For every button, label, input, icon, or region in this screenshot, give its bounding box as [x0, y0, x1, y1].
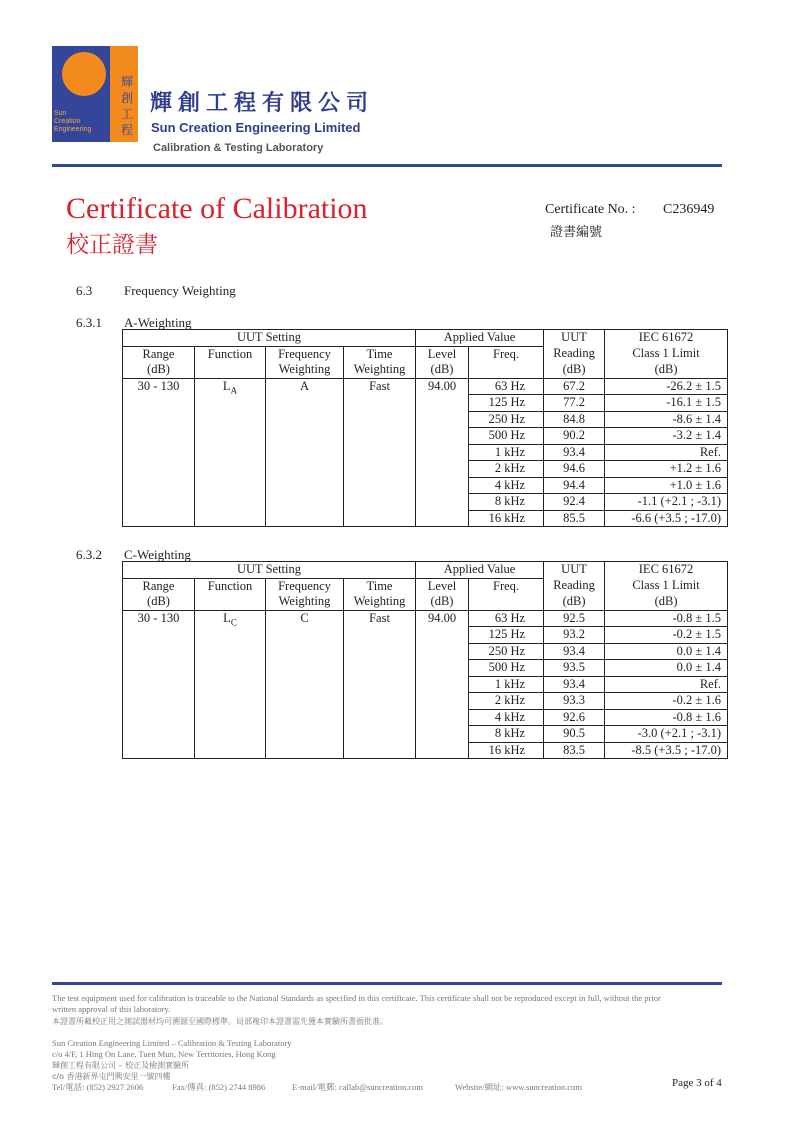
level-cell: 94.00 [416, 610, 469, 759]
tel: Tel/電話: (852) 2927 2606 [52, 1082, 144, 1092]
reading-cell: 92.4 [544, 494, 605, 511]
reading-cell: 67.2 [544, 378, 605, 395]
header-class-limit: Class 1 Limit [605, 578, 728, 594]
header-weighting: Weighting [266, 362, 344, 378]
header-function-blank [195, 362, 266, 378]
freq-cell: 8 kHz [469, 494, 544, 511]
reading-cell: 92.6 [544, 709, 605, 726]
reading-cell: 90.2 [544, 428, 605, 445]
c-weighting-table [122, 561, 728, 759]
limit-cell: -3.0 (+2.1 ; -3.1) [605, 726, 728, 743]
level-cell: 94.00 [416, 378, 469, 527]
table-row [123, 378, 728, 395]
table-header-row [123, 362, 728, 378]
fax: Fax/傳真: (852) 2744 8986 [172, 1082, 266, 1092]
reading-cell: 77.2 [544, 395, 605, 412]
reading-cell: 93.2 [544, 627, 605, 644]
freq-cell: 250 Hz [469, 643, 544, 660]
time-weighting-cell: Fast [344, 378, 416, 527]
header-frequency: Frequency [266, 578, 344, 594]
section-title: Frequency Weighting [124, 283, 236, 298]
address-line-en-1: Sun Creation Engineering Limited – Calibration & Testing Laboratory [52, 1038, 292, 1048]
header-class-limit: Class 1 Limit [605, 346, 728, 362]
limit-cell: +1.0 ± 1.6 [605, 477, 728, 494]
header-reading: Reading [544, 578, 605, 594]
lab-subtitle: Calibration & Testing Laboratory [153, 142, 324, 154]
header-applied-value: Applied Value [416, 330, 544, 347]
subsection-title-c: C-Weighting [124, 547, 191, 562]
address-line-cn-1: 輝創工程有限公司 – 校正及檢測實驗所 [52, 1061, 190, 1070]
freq-cell: 63 Hz [469, 610, 544, 627]
freq-cell: 2 kHz [469, 693, 544, 710]
header-uut: UUT [544, 330, 605, 347]
reading-cell: 93.5 [544, 660, 605, 677]
header-uut-setting: UUT Setting [123, 330, 416, 347]
limit-cell: Ref. [605, 676, 728, 693]
header-level-unit: (dB) [416, 362, 469, 378]
header-function-blank [195, 594, 266, 610]
certificate-number-label: Certificate No. : [545, 202, 636, 217]
header-range-unit: (dB) [123, 594, 195, 610]
freq-cell: 500 Hz [469, 660, 544, 677]
certificate-number: C236949 [663, 202, 715, 217]
table-header-row [123, 578, 728, 594]
freq-cell: 2 kHz [469, 461, 544, 478]
logo-sun-icon [62, 52, 106, 96]
header-reading-unit: (dB) [544, 362, 605, 378]
limit-cell: -16.1 ± 1.5 [605, 395, 728, 412]
certificate-title: Certificate of Calibration [66, 192, 368, 225]
limit-cell: 0.0 ± 1.4 [605, 643, 728, 660]
certificate-number-label-cn: 證書編號 [550, 225, 603, 240]
certificate-title-cn: 校正證書 [66, 232, 158, 258]
address-line-cn-2: c/o 香港新界屯門興安里一號四樓 [52, 1072, 171, 1081]
header-level: Level [416, 578, 469, 594]
company-name-en: Sun Creation Engineering Limited [151, 120, 361, 135]
reading-cell: 94.6 [544, 461, 605, 478]
header-range-unit: (dB) [123, 362, 195, 378]
header-freq: Freq. [469, 346, 544, 378]
header-level: Level [416, 346, 469, 362]
table-header-row [123, 346, 728, 362]
freq-cell: 1 kHz [469, 676, 544, 693]
limit-cell: -0.2 ± 1.6 [605, 693, 728, 710]
header-time: Time [344, 346, 416, 362]
header-time: Time [344, 578, 416, 594]
limit-cell: -6.6 (+3.5 ; -17.0) [605, 510, 728, 527]
freq-cell: 125 Hz [469, 627, 544, 644]
header-divider [52, 164, 722, 167]
freq-cell: 500 Hz [469, 428, 544, 445]
header-uut-setting: UUT Setting [123, 562, 416, 579]
limit-cell: -0.2 ± 1.5 [605, 627, 728, 644]
freq-weighting-cell: A [266, 378, 344, 527]
email: E-mail/電郵: callab@suncreation.com [292, 1082, 424, 1092]
table-header-row [123, 562, 728, 579]
table-header-row [123, 330, 728, 347]
header-time-weighting: Weighting [344, 594, 416, 610]
subsection-title-a: A-Weighting [124, 315, 192, 330]
website: Website/網址: www.suncreation.com [455, 1082, 582, 1092]
disclaimer-cn: 本證書所載校正用之測試器材均可溯源至國際標準。局部複印本證書需先獲本實驗所書面批准。 [52, 1017, 388, 1026]
limit-cell: -0.8 ± 1.6 [605, 709, 728, 726]
reading-cell: 94.4 [544, 477, 605, 494]
limit-cell: -8.6 ± 1.4 [605, 411, 728, 428]
disclaimer-en: The test equipment used for calibration is traceable to the National Standards as specified in this certificate. This certificate shall not be reproduced except in full, without the prior written approval of this laboratory. [52, 993, 661, 1014]
reading-cell: 93.4 [544, 444, 605, 461]
header-function: Function [195, 346, 266, 362]
header-function: Function [195, 578, 266, 594]
freq-cell: 16 kHz [469, 510, 544, 527]
page-number: Page 3 of 4 [672, 1077, 722, 1089]
reading-cell: 93.3 [544, 693, 605, 710]
header-frequency: Frequency [266, 346, 344, 362]
header-time-weighting: Weighting [344, 362, 416, 378]
company-name-cn: 輝創工程有限公司 [150, 91, 375, 116]
limit-cell: -0.8 ± 1.5 [605, 610, 728, 627]
logo-text-cn: 輝 創 工 程 [120, 75, 133, 137]
function-cell: $L_C$ [195, 610, 266, 759]
limit-cell: -3.2 ± 1.4 [605, 428, 728, 445]
header-reading-unit: (dB) [544, 594, 605, 610]
limit-cell: -8.5 (+3.5 ; -17.0) [605, 742, 728, 759]
header-limit-unit: (dB) [605, 362, 728, 378]
header-applied-value: Applied Value [416, 562, 544, 579]
freq-cell: 125 Hz [469, 395, 544, 412]
limit-cell: 0.0 ± 1.4 [605, 660, 728, 677]
header-range: Range [123, 346, 195, 362]
range-cell: 30 - 130 [123, 378, 195, 527]
reading-cell: 85.5 [544, 510, 605, 527]
header-limit-unit: (dB) [605, 594, 728, 610]
reading-cell: 93.4 [544, 643, 605, 660]
header-reading: Reading [544, 346, 605, 362]
time-weighting-cell: Fast [344, 610, 416, 759]
reading-cell: 83.5 [544, 742, 605, 759]
reading-cell: 84.8 [544, 411, 605, 428]
header-weighting: Weighting [266, 594, 344, 610]
header-iec: IEC 61672 [605, 562, 728, 579]
limit-cell: +1.2 ± 1.6 [605, 461, 728, 478]
freq-cell: 250 Hz [469, 411, 544, 428]
freq-cell: 8 kHz [469, 726, 544, 743]
subsection-number-a: 6.3.1 [76, 315, 102, 330]
function-cell: $L_A$ [195, 378, 266, 527]
freq-cell: 63 Hz [469, 378, 544, 395]
reading-cell: 93.4 [544, 676, 605, 693]
freq-cell: 1 kHz [469, 444, 544, 461]
limit-cell: Ref. [605, 444, 728, 461]
range-cell: 30 - 130 [123, 610, 195, 759]
freq-cell: 16 kHz [469, 742, 544, 759]
reading-cell: 90.5 [544, 726, 605, 743]
table-header-row [123, 594, 728, 610]
header-uut: UUT [544, 562, 605, 579]
header-range: Range [123, 578, 195, 594]
header-level-unit: (dB) [416, 594, 469, 610]
freq-cell: 4 kHz [469, 477, 544, 494]
freq-cell: 4 kHz [469, 709, 544, 726]
table-row [123, 610, 728, 627]
logo-text-en: Sun Creation Engineering [54, 110, 92, 133]
reading-cell: 92.5 [544, 610, 605, 627]
freq-weighting-cell: C [266, 610, 344, 759]
limit-cell: -1.1 (+2.1 ; -3.1) [605, 494, 728, 511]
footer-divider [52, 982, 722, 985]
section-number: 6.3 [76, 283, 93, 298]
address-line-en-2: c/o 4/F, 1 Hing On Lane, Tuen Mun, New Territories, Hong Kong [52, 1049, 276, 1059]
limit-cell: -26.2 ± 1.5 [605, 378, 728, 395]
header-freq: Freq. [469, 578, 544, 610]
header-iec: IEC 61672 [605, 330, 728, 347]
subsection-number-c: 6.3.2 [76, 547, 102, 562]
a-weighting-table [122, 329, 728, 527]
